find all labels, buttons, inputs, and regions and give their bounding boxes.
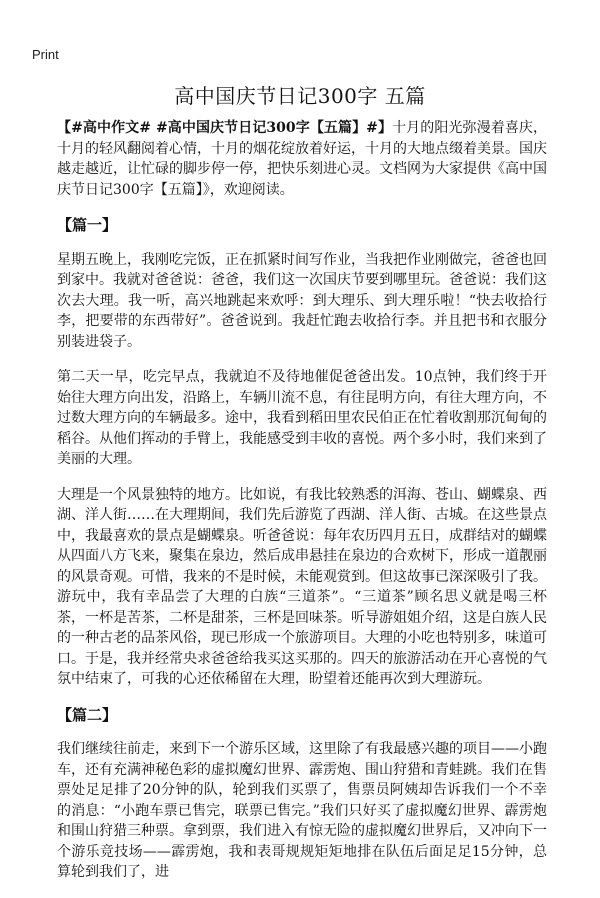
section-heading-1: 【篇一】	[57, 216, 118, 234]
document-body	[57, 118, 547, 898]
intro-paragraph	[57, 118, 547, 200]
section-heading-2: 【篇二】	[57, 705, 118, 724]
intro-text: 十月的阳光弥漫着喜庆，十月的轻风翻阅着心情，十月的烟花绽放着好运，十月的大地点缀着美景。国庆越走越近，让忙碌的脚步停一停，把快乐刻进心灵。文档网为大家提供《高中国庆节日记300字【五篇】》，欢迎阅读。	[57, 120, 547, 198]
paragraph: 第二天一早，吃完早点，我就迫不及待地催促爸爸出发。10点钟，我们终于开始往大理方向出发，沿路上，车辆川流不息，有往昆明方向，有往大理方向，不过数大理方向的车辆最多。途中，我看到稻田里农民伯正在忙着收割那沉甸甸的稻谷。从他们挥动的手臂上，我能感受到丰收的喜悦。两个多小时，我们来到了美丽的大理。	[57, 369, 547, 467]
print-label[interactable]: Print	[32, 47, 59, 62]
document-title: 高中国庆节日记300字 五篇	[174, 84, 426, 108]
paragraph: 星期五晚上，我刚吃完饭，正在抓紧时间写作业，当我把作业刚做完，爸爸也回到家中。我就对爸爸说：爸爸，我们这一次国庆节要到哪里玩。爸爸说：我们这次去大理。我一听，高兴地跳起来欢呼：到大理乐、到大理乐啦！“快去收拾行李，把要带的东西带好”。爸爸说到。我赶忙跑去收拾行李。并且把书和衣服分别装进袋子。	[57, 251, 547, 350]
paragraph: 大理是一个风景独特的地方。比如说，有我比较熟悉的洱海、苍山、蝴蝶泉、西湖、洋人街……在大理期间，我们先后游览了西湖、洋人街、古城。在这些景点中，我最喜欢的景点是蝴蝶泉。听爸爸说：每年农历四月五日，成群结对的蝴蝶从四面八方飞来，聚集在泉边，然后成串悬挂在泉边的合欢树下，形成一道靓丽的风景奇观。可惜，我来的不是时候，未能观赏到。但这故事已深深吸引了我。游玩中，我有幸品尝了大理的白族“三道茶”。“三道茶”顾名思义就是喝三杯茶，一杯是苦茶，二杯是甜茶，三杯是回味茶。听导游姐姐介绍，这是白族人民的一种古老的品茶风俗，现已形成一个旅游项目。大理的小吃也特别多，味道可口。于是，我并经常央求爸爸给我买这买那的。四天的旅游活动在开心喜悦的气氛中结束了，可我的心还依稀留在大理，盼望着还能再次到大理游玩。	[57, 486, 547, 687]
intro-tag: 【#高中作文# #高中国庆节日记300字【五篇】#】	[57, 120, 393, 136]
paragraph: 我们继续往前走，来到下一个游乐区域，这里除了有我最感兴趣的项目——小跑车，还有充满神秘色彩的虚拟魔幻世界、霹雳炮、围山狩猎和青蛙跳。我们在售票处足足排了20分钟的队，轮到我们买票了，售票员阿姨却告诉我们一个不幸的消息：“小跑车票已售完，联票已售完。”我们只好买了虚拟魔幻世界、霹雳炮和围山狩猎三种票。拿到票，我们进入有惊无险的虚拟魔幻世界后，又冲向下一个游乐竞技场——霹雳炮，我和表哥规规矩矩地排在队伍后面足足15分钟，总算轮到我们了，进	[57, 741, 547, 880]
